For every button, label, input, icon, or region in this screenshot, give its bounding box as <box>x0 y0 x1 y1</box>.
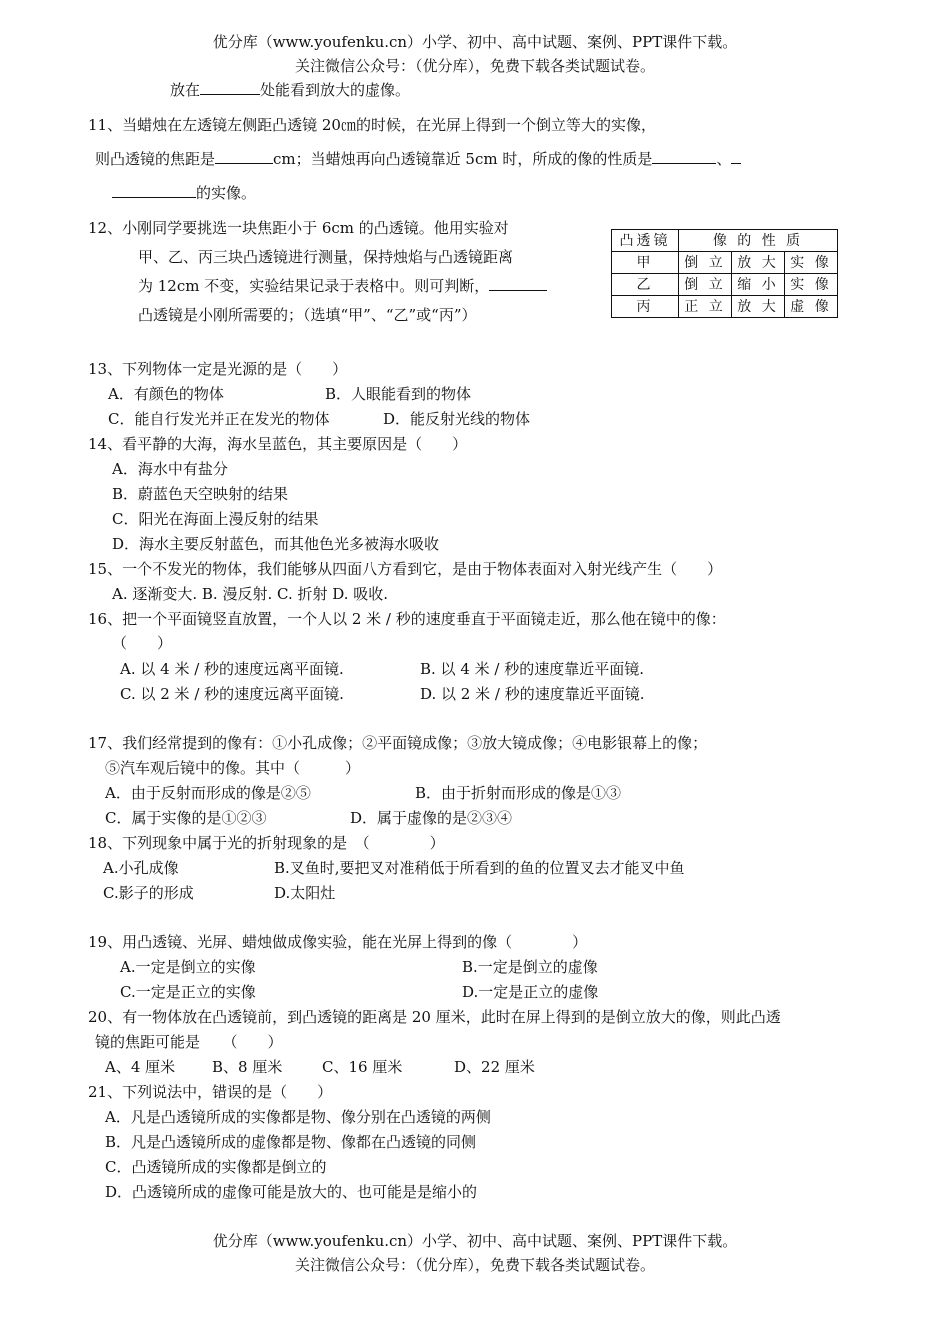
table-cell: 实 像 <box>785 274 838 296</box>
q18-stem: 18、下列现象中属于光的折射现象的是 （ ） <box>88 834 445 852</box>
table-cell: 放 大 <box>732 296 785 318</box>
q12-line-3 <box>138 276 547 296</box>
q17-option-b: B．由于折射而形成的像是①③ <box>415 784 622 802</box>
q11-line-1: 11、当蜡烛在左透镜左侧距凸透镜 20㎝的时候，在光屏上得到一个倒立等大的实像， <box>88 116 656 134</box>
q21-stem: 21、下列说法中，错误的是（ ） <box>88 1083 333 1101</box>
q18-option-b: B.叉鱼时,要把叉对准稍低于所看到的鱼的位置叉去才能叉中鱼 <box>274 859 685 877</box>
q10-tail <box>170 80 410 100</box>
q14-option-d: D．海水主要反射蓝色，而其他色光多被海水吸收 <box>112 535 440 553</box>
table-cell-lens: 乙 <box>612 274 679 296</box>
q17-stem-2: ⑤汽车观后镜中的像。其中（ ） <box>105 759 361 777</box>
table-header-props: 像 的 性 质 <box>679 230 838 252</box>
q15-stem: 15、一个不发光的物体，我们能够从四面八方看到它，是由于物体表面对入射光线产生（ ） <box>88 560 723 578</box>
table-cell-lens: 甲 <box>612 252 679 274</box>
footer-line-1: 优分库（www.youfenku.cn）小学、初中、高中试题、案例、PPT课件下载。 <box>212 1232 738 1250</box>
q21-option-d: D．凸透镜所成的虚像可能是放大的、也可能是是缩小的 <box>105 1183 478 1201</box>
table-cell: 虚 像 <box>785 296 838 318</box>
q16-option-d: D. 以 2 米 / 秒的速度靠近平面镜. <box>420 685 645 703</box>
q16-option-a: A. 以 4 米 / 秒的速度远离平面镜. <box>120 660 344 678</box>
table-cell: 缩 小 <box>732 274 785 296</box>
q18-option-c: C.影子的形成 <box>103 884 194 902</box>
q13-option-d: D．能反射光线的物体 <box>383 410 531 428</box>
q20-option-a: A、4 厘米 <box>105 1058 176 1076</box>
q15-options: A. 逐渐变大. B. 漫反射. C. 折射 D. 吸收. <box>112 585 389 603</box>
q16-stem: 16、把一个平面镜竖直放置，一个人以 2 米 / 秒的速度垂直于平面镜走近，那么他在镜中的像： <box>88 610 726 628</box>
q19-option-c: C.一定是正立的实像 <box>120 983 256 1001</box>
q20-option-c: C、16 厘米 <box>322 1058 403 1076</box>
q13-stem: 13、下列物体一定是光源的是（ ） <box>88 360 348 378</box>
header-line-2: 关注微信公众号：（优分库），免费下载各类试题试卷。 <box>294 57 655 75</box>
q11-line-3 <box>112 183 256 203</box>
table-cell-lens: 丙 <box>612 296 679 318</box>
table-row <box>612 274 838 296</box>
q16-option-c: C. 以 2 米 / 秒的速度远离平面镜. <box>120 685 344 703</box>
q14-stem: 14、看平静的大海，海水呈蓝色，其主要原因是（ ） <box>88 435 468 453</box>
q11-line-3b: 的实像。 <box>196 184 257 202</box>
q17-option-a: A．由于反射而形成的像是②⑤ <box>105 784 311 802</box>
q10-blank <box>200 80 260 95</box>
q11-blank-prop2a <box>731 149 741 164</box>
q12-line-3-text: 为 12cm 不变，实验结果记录于表格中。则可判断， <box>138 277 490 295</box>
table-cell: 正 立 <box>679 296 732 318</box>
q11-line-2c: 、 <box>716 150 732 168</box>
table-cell: 放 大 <box>732 252 785 274</box>
q11-line-2a: 则凸透镜的焦距是 <box>95 150 216 168</box>
table-header-row <box>612 230 838 252</box>
q19-option-b: B.一定是倒立的虚像 <box>462 958 598 976</box>
q10-tail-before: 放在 <box>170 81 201 99</box>
lens-results-table <box>611 229 838 318</box>
q11-line-2b: cm；当蜡烛再向凸透镜靠近 5cm 时，所成的像的性质是 <box>273 150 653 168</box>
q11-blank-focal <box>215 149 273 164</box>
table-row <box>612 252 838 274</box>
q21-option-b: B．凡是凸透镜所成的虚像都是物、像都在凸透镜的同侧 <box>105 1133 477 1151</box>
q13-option-b: B．人眼能看到的物体 <box>325 385 472 403</box>
q13-option-a: A．有颜色的物体 <box>108 385 224 403</box>
q18-option-a: A.小孔成像 <box>103 859 179 877</box>
q10-tail-after: 处能看到放大的虚像。 <box>260 81 411 99</box>
q14-option-c: C．阳光在海面上漫反射的结果 <box>112 510 319 528</box>
table-cell: 倒 立 <box>679 274 732 296</box>
q14-option-a: A．海水中有盐分 <box>112 460 228 478</box>
q14-option-b: B．蔚蓝色天空映射的结果 <box>112 485 289 503</box>
q17-option-d: D．属于虚像的是②③④ <box>350 809 513 827</box>
q12-line-2: 甲、乙、丙三块凸透镜进行测量，保持烛焰与凸透镜距离 <box>138 248 514 266</box>
table-cell: 实 像 <box>785 252 838 274</box>
q12-blank <box>489 276 547 291</box>
q17-stem: 17、我们经常提到的像有：①小孔成像；②平面镜成像；③放大镜成像；④电影银幕上的像； <box>88 734 708 752</box>
q21-option-c: C．凸透镜所成的实像都是倒立的 <box>105 1158 327 1176</box>
q12-line-4: 凸透镜是小刚所需要的；（选填“甲”、“乙”或“丙”） <box>138 306 477 324</box>
q11-line-2 <box>95 149 741 169</box>
header-line-1: 优分库（www.youfenku.cn）小学、初中、高中试题、案例、PPT课件下载。 <box>212 33 738 51</box>
q13-option-c: C．能自行发光并正在发光的物体 <box>108 410 330 428</box>
q11-blank-prop1 <box>652 149 716 164</box>
q12-line-1: 12、小刚同学要挑选一块焦距小于 6cm 的凸透镜。他用实验对 <box>88 219 509 237</box>
q20-stem: 20、有一物体放在凸透镜前，到凸透镜的距离是 20 厘米，此时在屏上得到的是倒立放大的像，则此凸透 <box>88 1008 781 1026</box>
q21-option-a: A．凡是凸透镜所成的实像都是物、像分别在凸透镜的两侧 <box>105 1108 491 1126</box>
q19-option-d: D.一定是正立的虚像 <box>462 983 599 1001</box>
footer-line-2: 关注微信公众号：（优分库），免费下载各类试题试卷。 <box>294 1256 655 1274</box>
table-header-lens: 凸透镜 <box>612 230 679 252</box>
q19-option-a: A.一定是倒立的实像 <box>120 958 256 976</box>
q11-blank-prop2b <box>112 183 196 198</box>
q19-stem: 19、用凸透镜、光屏、蜡烛做成像实验，能在光屏上得到的像（ ） <box>88 933 588 951</box>
table-cell: 倒 立 <box>679 252 732 274</box>
q20-option-b: B、8 厘米 <box>212 1058 283 1076</box>
q16-paren: （ ） <box>112 634 173 652</box>
q17-option-c: C．属于实像的是①②③ <box>105 809 267 827</box>
q20-stem-2: 镜的焦距可能是 （ ） <box>95 1033 283 1051</box>
q20-option-d: D、22 厘米 <box>454 1058 535 1076</box>
table-row <box>612 296 838 318</box>
q18-option-d: D.太阳灶 <box>274 884 336 902</box>
q16-option-b: B. 以 4 米 / 秒的速度靠近平面镜. <box>420 660 644 678</box>
